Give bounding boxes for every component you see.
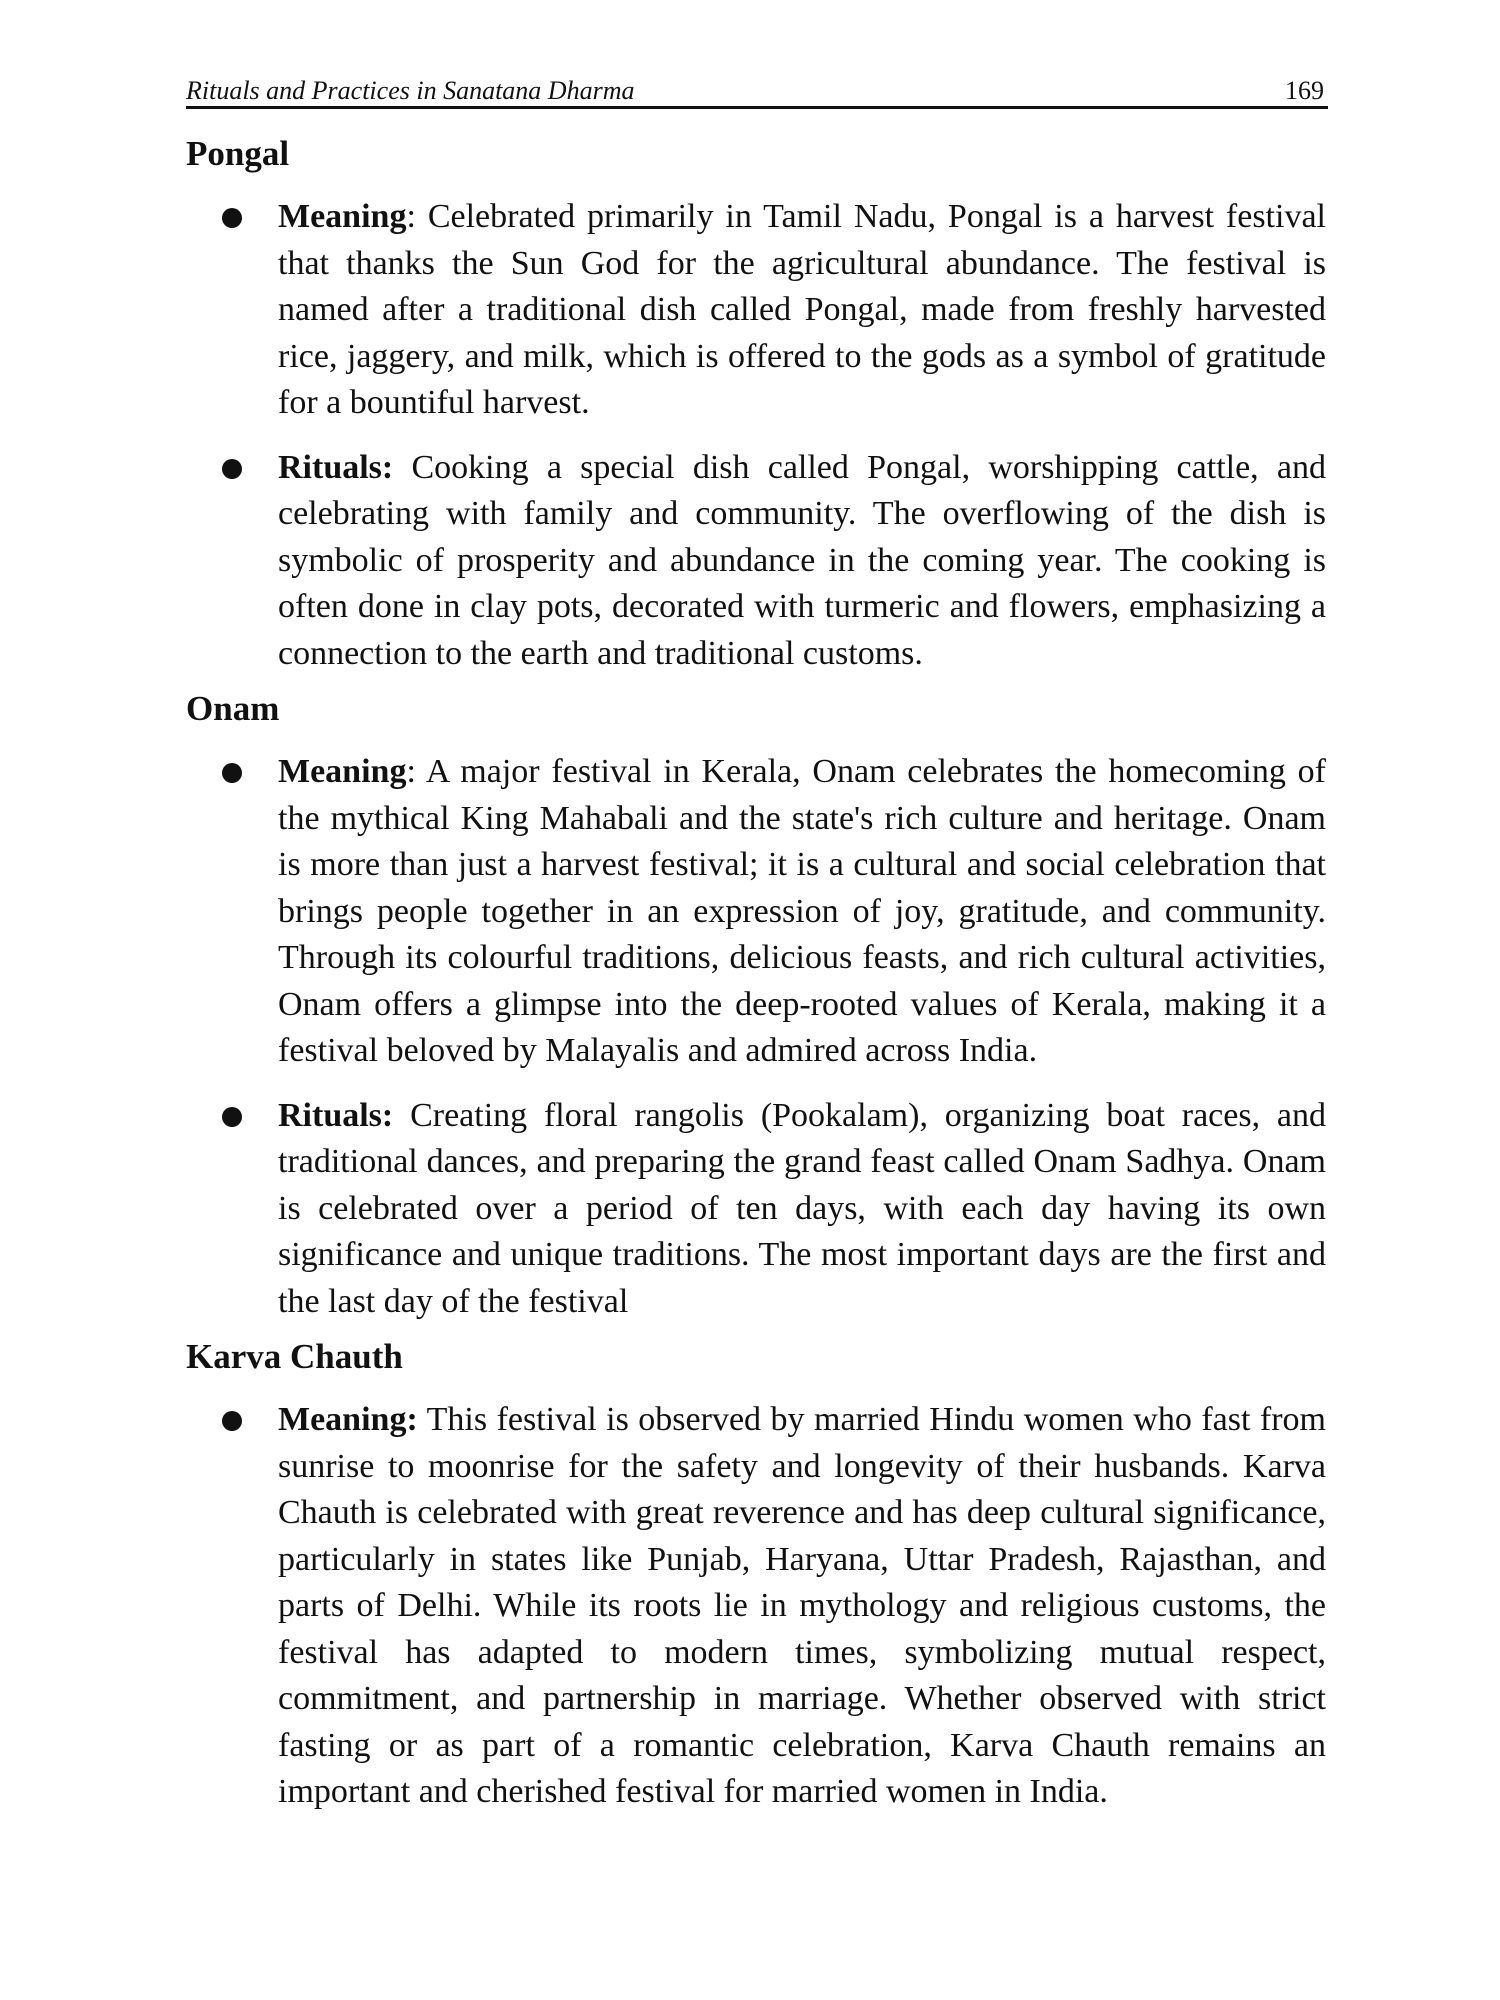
header-rule [186, 106, 1328, 109]
bullet-text: Creating floral rangolis (Pookalam), organizing boat races, and traditional dances, and preparing the grand feast called Onam Sadhya. Onam is celebrated over a period of ten days, with each day having its own significance and unique traditions. The most important days are the first and the last day of the festival [278, 1096, 1327, 1320]
section-heading-pongal: Pongal [186, 134, 290, 173]
running-header [186, 66, 1324, 106]
term-separator [418, 1401, 427, 1438]
term-separator: : [406, 198, 428, 235]
section-heading-karva-chauth: Karva Chauth [186, 1337, 403, 1376]
bullet-text: This festival is observed by married Hindu women who fast from sunrise to moonrise for the safety and longevity of their husbands. Karva Chauth is celebrated with great reverence and has deep cultural significance, particularly in states like Punjab, Haryana, Uttar Pradesh, Rajasthan, and parts of Delhi. While its roots lie in mythology and religious customs, the festival has adapted to modern times, symbolizing mutual respect, commitment, and partnership in marriage. Whether observed with strict fasting or as part of a romantic celebration, Karva Chauth remains an important and cherished festival for married women in India. [278, 1401, 1326, 1810]
term-separator: : [406, 753, 426, 790]
bullet-dot [222, 208, 242, 228]
term-separator [393, 1097, 410, 1134]
bullet-text: Celebrated primarily in Tamil Nadu, Pongal is a harvest festival that thanks the Sun God for the agricultural abundance. The festival is named after a traditional dish called Pongal, made from freshly harvested rice, jaggery, and milk, which is offered to the gods as a symbol of gratitude for a bountiful harvest. [278, 198, 1326, 421]
term-separator [393, 449, 411, 486]
onam-meaning-item [186, 749, 1326, 1075]
bullet-text: A major festival in Kerala, Onam celebrates the homecoming of the mythical King Mahabali and the state's rich culture and heritage. Onam is more than just a harvest festival; it is a cultural and social celebration that brings people together in an expression of joy, gratitude, and community. Through its colourful traditions, delicious feasts, and rich cultural activities, Onam offers a glimpse into the deep-rooted values of Kerala, making it a festival beloved by Malayalis and admired across India. [278, 753, 1326, 1069]
onam-rituals-item [186, 1093, 1326, 1326]
onam-bullets [186, 749, 1326, 1325]
page-number: 169 [1285, 76, 1324, 105]
running-title: Rituals and Practices in Sanatana Dharma [186, 76, 635, 105]
term-label: Rituals: [278, 448, 394, 486]
term-label: Rituals: [278, 1096, 394, 1134]
bullet-dot [222, 1411, 242, 1431]
karva-chauth-meaning-item [186, 1397, 1326, 1816]
bullet-text: Cooking a special dish called Pongal, worshipping cattle, and celebrating with family and community. The overflowing of the dish is symbolic of prosperity and abundance in the coming year. The cooking is often done in clay pots, decorated with turmeric and flowers, emphasizing a connection to the earth and traditional customs. [278, 448, 1327, 672]
pongal-rituals-item [186, 445, 1326, 678]
bullet-dot [222, 1107, 242, 1127]
term-label: Meaning [278, 753, 407, 790]
bullet-dot [222, 459, 242, 479]
karva-chauth-bullets [186, 1397, 1326, 1816]
pongal-meaning-item [186, 194, 1326, 427]
page-body [186, 132, 1326, 1816]
term-label: Meaning [278, 198, 407, 235]
term-label: Meaning: [278, 1401, 418, 1438]
section-heading-onam: Onam [186, 689, 280, 728]
pongal-bullets [186, 194, 1326, 677]
bullet-dot [222, 763, 242, 783]
